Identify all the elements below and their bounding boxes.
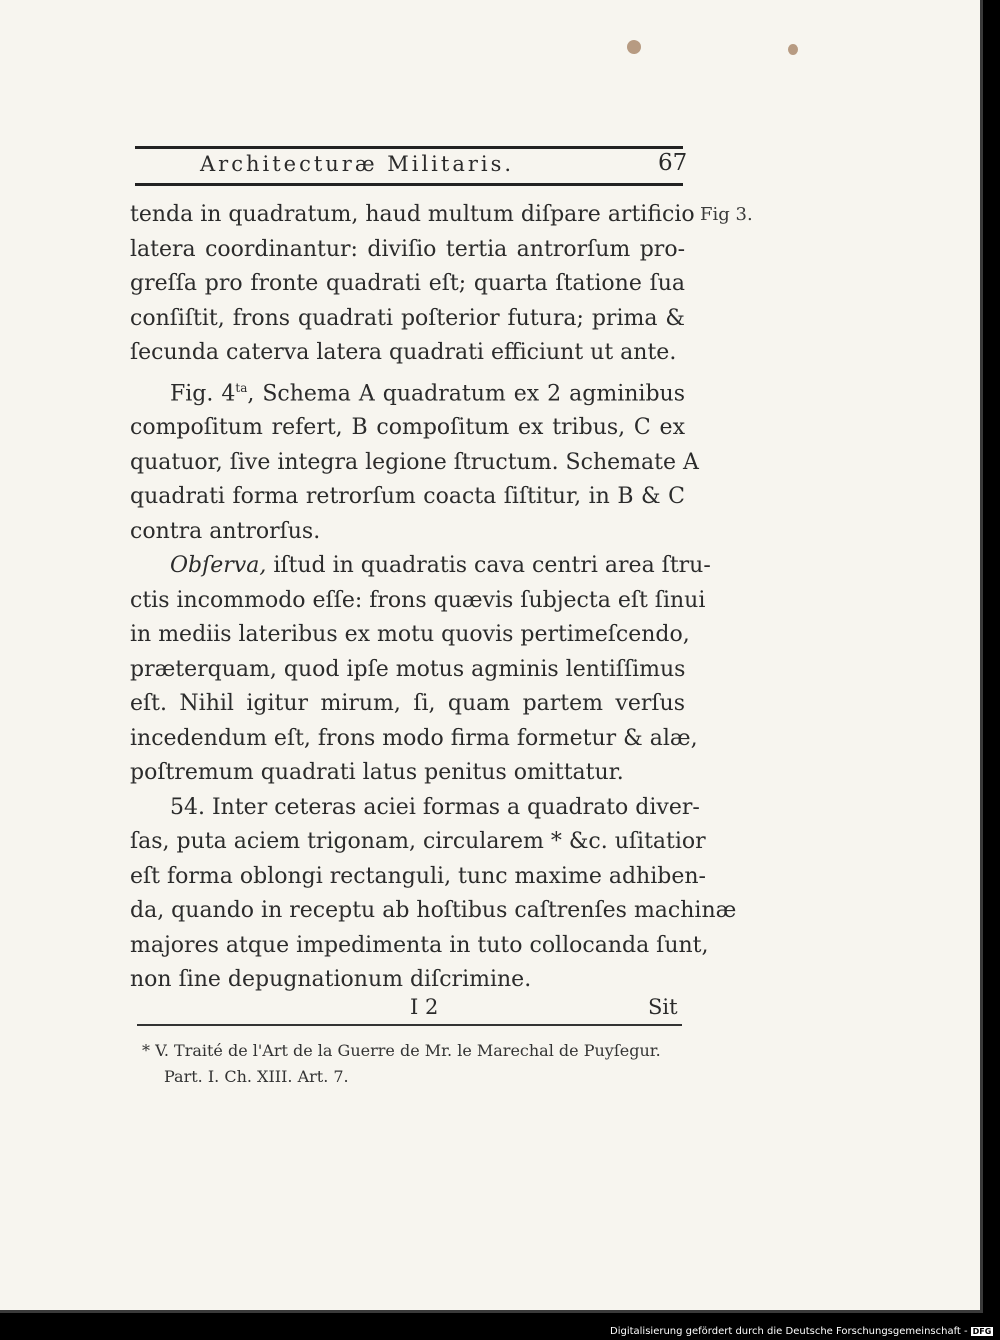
- paragraph: [130, 791, 737, 998]
- text-line: ſecunda caterva latera quadrati efficiunt ut ante.: [130, 340, 677, 365]
- text-line: compoſitum refert, B compoſitum ex tribus, C ex: [130, 415, 685, 441]
- text-line: contra antrorſus.: [130, 518, 321, 544]
- paragraph: [130, 371, 699, 550]
- running-title: Architecturæ Militaris.: [200, 152, 515, 176]
- italic-lead: Obſerva,: [170, 553, 267, 579]
- text-line: 54. Inter ceteras aciei formas a quadrato diver-: [170, 794, 700, 820]
- text-line: conſiſtit, frons quadrati poſterior futura; prima &: [130, 305, 685, 331]
- catchword: Sit: [648, 995, 678, 1019]
- text-line: tenda in quadratum, haud multum diſpare artificio: [130, 202, 695, 227]
- header-rule-lower: [135, 183, 683, 186]
- footnote-rule: [137, 1024, 682, 1026]
- signature-mark: I 2: [410, 995, 439, 1019]
- paragraph: [130, 198, 695, 371]
- text-line: Fig. $4^{ta}$, Schema A quadratum ex 2 agminibus: [170, 380, 685, 406]
- margin-note: Fig 3.: [700, 204, 753, 225]
- text-line: ctis incommodo eſſe: frons quævis ſubjecta eſt ſinui: [130, 587, 706, 613]
- ink-spot: [627, 40, 641, 54]
- text-line: ſas, puta aciem trigonam, circularem * &c. uſitatior: [130, 829, 706, 855]
- dfg-logo: DFG: [972, 1327, 992, 1336]
- text-line: greſſa pro fronte quadrati eſt; quarta ſtatione ſua: [130, 271, 685, 296]
- header-rule-upper: [135, 146, 683, 149]
- footnote: [142, 1038, 661, 1090]
- text-line: Obſerva, iſtud in quadratis cava centri area ſtru-: [170, 553, 711, 579]
- text-line: præterquam, quod ipſe motus agminis lentiſſimus: [130, 656, 686, 682]
- text-line: poſtremum quadrati latus penitus omittatur.: [130, 760, 624, 786]
- credit-text: Digitalisierung gefördert durch die Deutsche Forschungsgemeinschaft -: [610, 1326, 968, 1337]
- footnote-line: Part. I. Ch. XIII. Art. 7.: [164, 1067, 349, 1086]
- text-line: incedendum eſt, frons modo firma formetur & alæ,: [130, 725, 698, 751]
- text-line: eſt forma oblongi rectanguli, tunc maxime adhiben-: [130, 863, 706, 889]
- ink-spot: [788, 44, 798, 55]
- footnote-line: * V. Traité de l'Art de la Guerre de Mr. le Marechal de Puyſegur.: [142, 1041, 661, 1060]
- text-line: majores atque impedimenta in tuto collocanda ſunt,: [130, 932, 709, 958]
- text-line: in mediis lateribus ex motu quovis pertimeſcendo,: [130, 622, 690, 648]
- page-number: 67: [658, 150, 688, 176]
- text-line: da, quando in receptu ab hoſtibus caſtrenſes machinæ: [130, 898, 737, 924]
- text-line: eſt. Nihil igitur mirum, ſi, quam partem verſus: [130, 691, 685, 717]
- text-line: latera coordinantur: diviſio tertia antrorſum pro-: [130, 236, 685, 262]
- digitization-credit: [610, 1326, 993, 1337]
- text-line: quadrati forma retrorſum coacta ſiſtitur, in B & C: [130, 484, 685, 510]
- superscript: ta: [235, 380, 248, 395]
- text-line: non ſine depugnationum diſcrimine.: [130, 967, 532, 993]
- paragraph: [130, 549, 711, 791]
- text-line: quatuor, ſive integra legione ſtructum. Schemate A: [130, 449, 699, 475]
